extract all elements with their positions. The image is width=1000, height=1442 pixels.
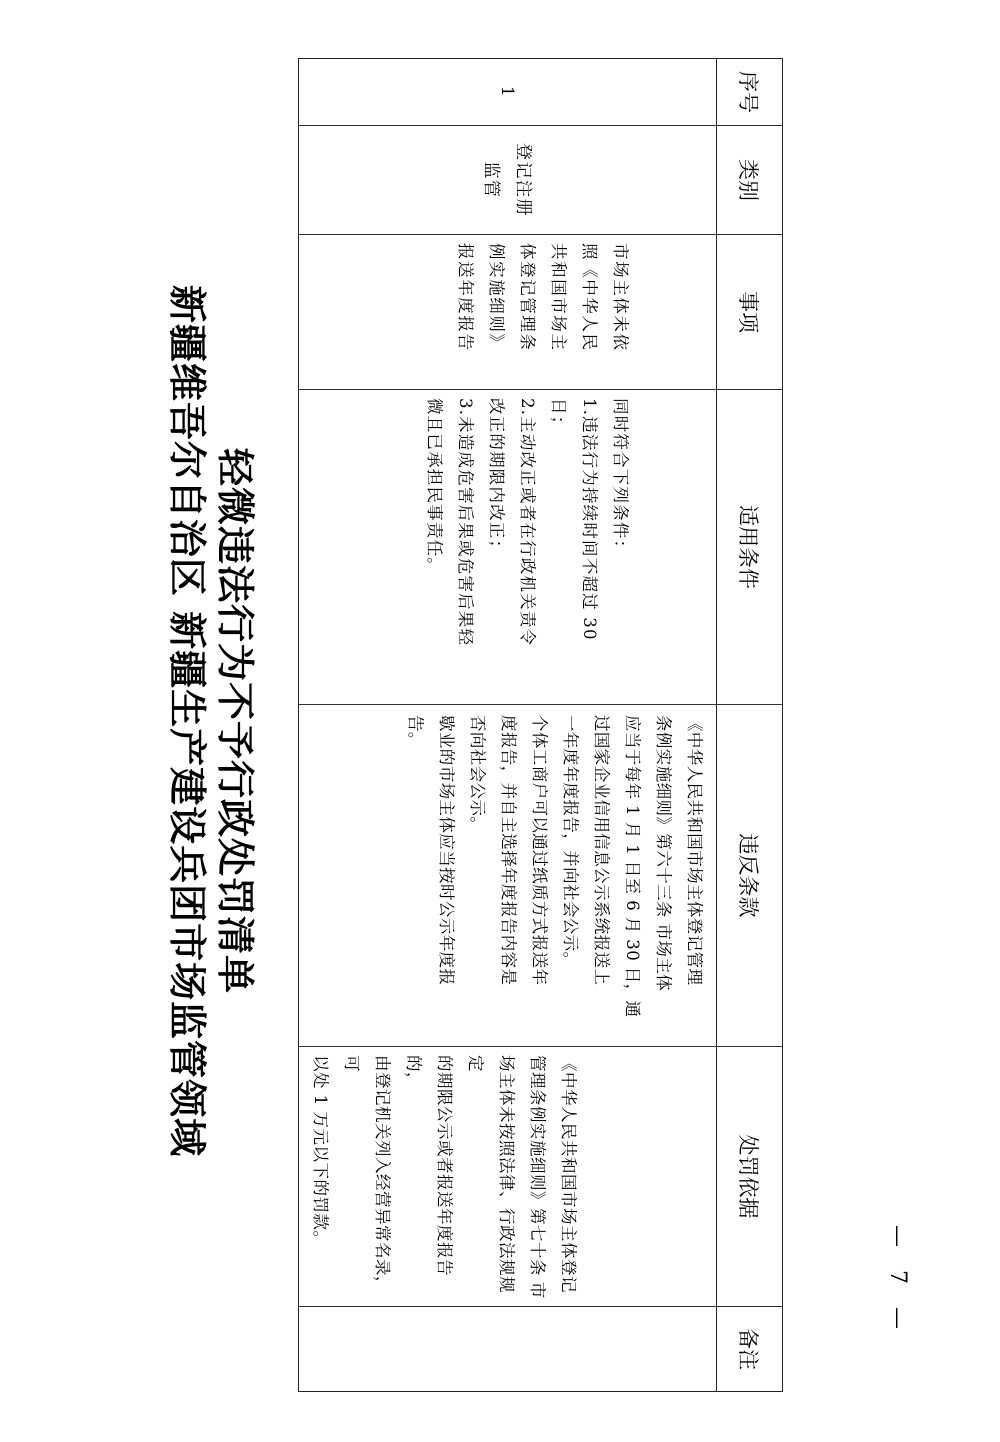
header-cell-item bbox=[717, 234, 782, 389]
row-category: 登记注册 监管 bbox=[481, 143, 534, 217]
header-label: 适用条件 bbox=[736, 505, 761, 589]
table-header-row bbox=[716, 59, 782, 1391]
row-item: 市场主体未依 照《中华人民 共和国市场主 体登记管理条 例实施细则》 报送年度报告 bbox=[456, 243, 630, 352]
table-row bbox=[299, 59, 716, 1391]
header-cell-remarks bbox=[717, 1306, 782, 1391]
header-cell-violated-clause bbox=[717, 704, 782, 1046]
cell-index bbox=[299, 59, 716, 125]
header-label: 类别 bbox=[736, 159, 761, 201]
header-cell-index bbox=[717, 59, 782, 125]
cell-violated-clause bbox=[299, 704, 716, 1046]
cell-penalty-basis bbox=[299, 1046, 716, 1306]
document-title-line2: 轻微违法行为不予行政处罚清单 bbox=[213, 447, 258, 994]
penalty-list-table bbox=[298, 58, 783, 1392]
header-label: 事项 bbox=[736, 291, 761, 333]
document-title-line1: 新疆维吾尔自治区 新疆生产建设兵团市场监管领域 bbox=[165, 284, 210, 1158]
header-label: 序号 bbox=[736, 71, 761, 113]
row-penalty-basis: 《中华人民共和国市场主体登记 管理条例实施细则》第七十条 市 场主体未按照法律、行政法规规定 的期限公示或者报送年度报告的， 由登记机关列入经营异常名录，可 以处 1 万元以下的罚款。 bbox=[311, 1055, 578, 1299]
header-cell-category bbox=[717, 125, 782, 234]
row-conditions: 同时符合下列条件： 1.违法行为持续时间不超过 30 日； 2.主动改正或者在行政机关责令 改正的期限内改正； 3.未造成危害后果或危害后果轻 微且已承担民事责任。 bbox=[425, 398, 630, 647]
header-label: 处罚依据 bbox=[736, 1134, 761, 1219]
header-label: 备注 bbox=[736, 1328, 761, 1370]
cell-conditions bbox=[299, 389, 716, 704]
page-number: — 7 — bbox=[885, 1225, 910, 1337]
header-cell-penalty-basis bbox=[717, 1046, 782, 1306]
header-cell-conditions bbox=[717, 389, 782, 704]
header-label: 违反条款 bbox=[736, 833, 761, 918]
cell-category bbox=[299, 125, 716, 234]
row-index: 1 bbox=[497, 85, 518, 99]
cell-item bbox=[299, 234, 716, 389]
cell-remarks bbox=[299, 1306, 716, 1391]
row-violated-clause: 《中华人民共和国市场主体登记管理 条例实施细则》第六十三条 市场主体 应当于每年 1 月 1 日至 6 月 30 日，通 过国家企业信用信息公示系统报送上 一年度年度报告，并向社会公示。 个体工商户可以通过纸质方式报送年 度报告，并自主选择年度报告内容是 否向社会公示。 歇业的市场主体应当按时公示年度报 告。 bbox=[406, 715, 704, 1018]
